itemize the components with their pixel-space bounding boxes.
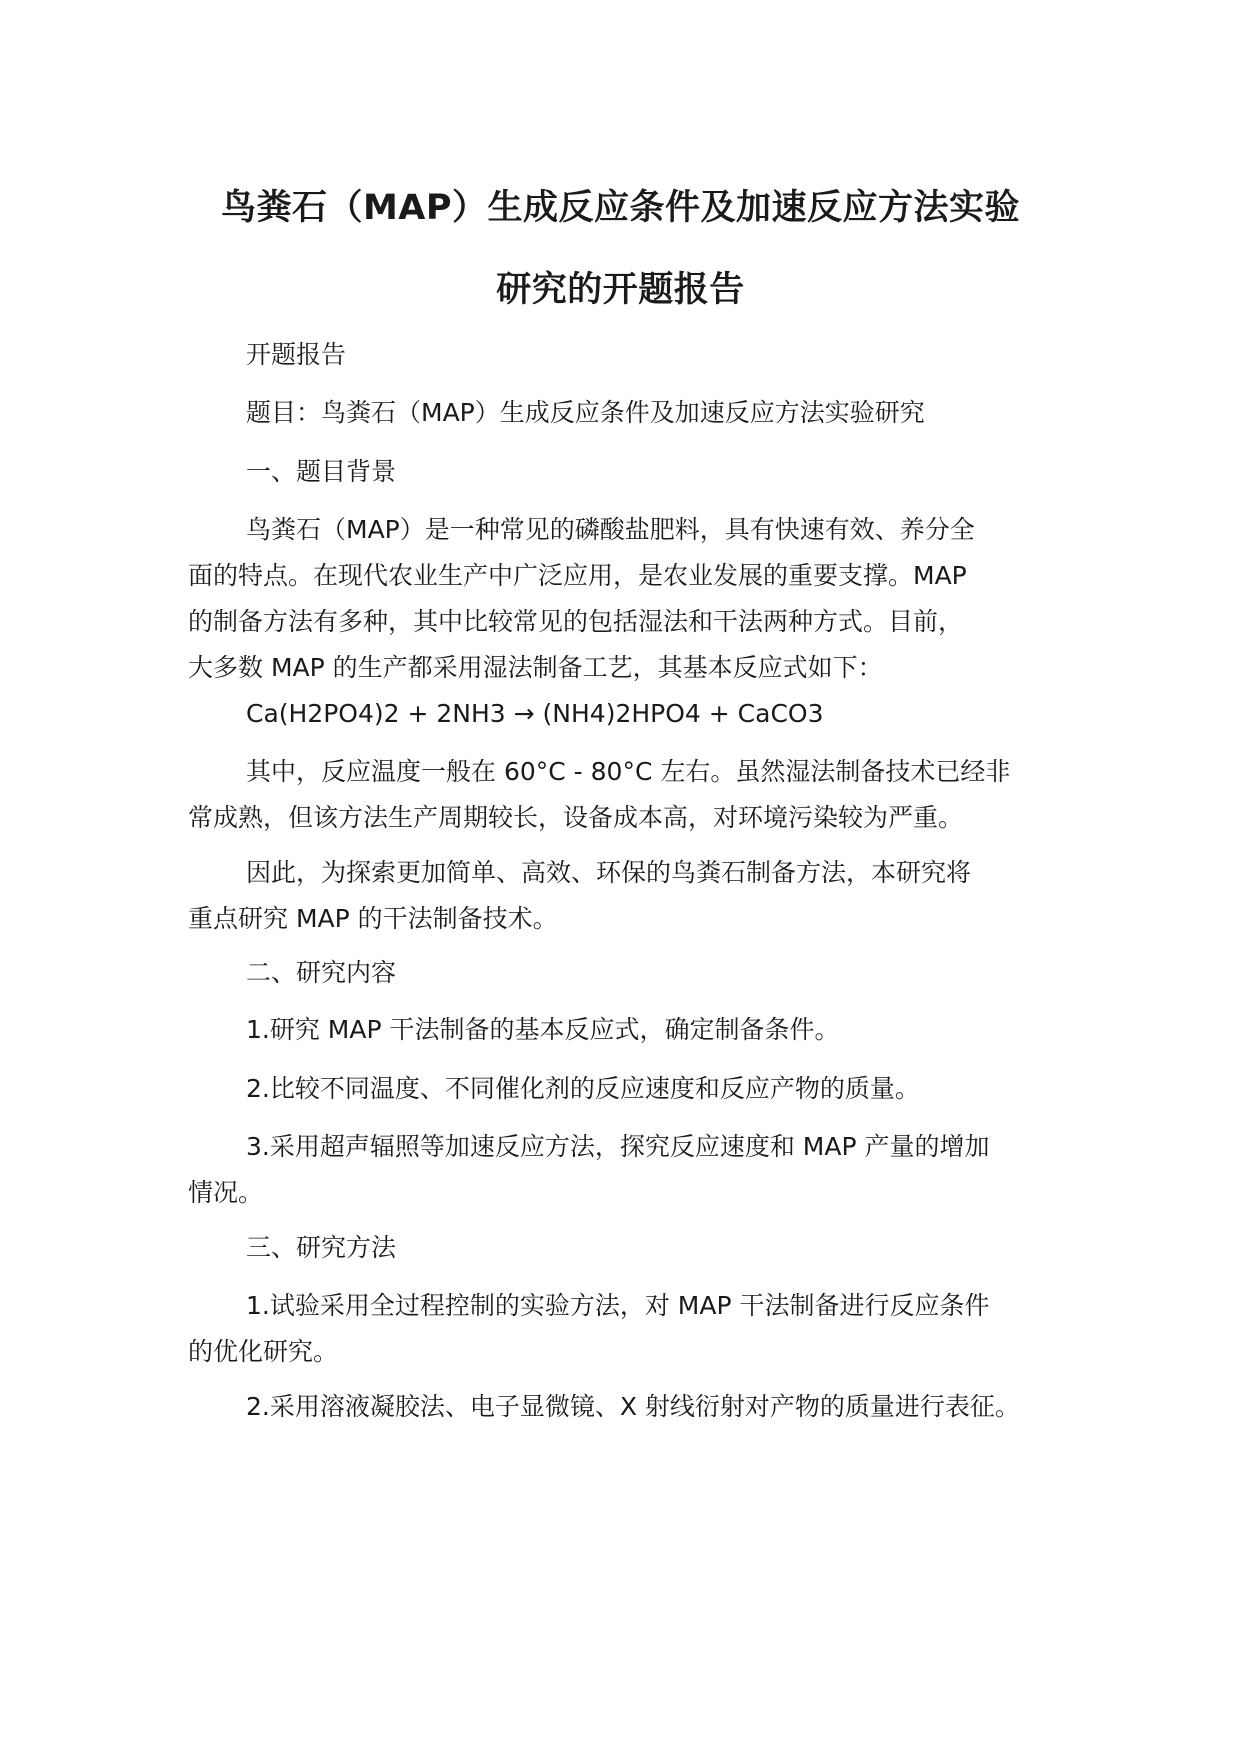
- content-item-2: [188, 1066, 1058, 1112]
- paragraph-line: 情况。: [188, 1178, 264, 1207]
- paragraph-line: 常成熟，但该方法生产周期较长，设备成本高，对环境污染较为严重。: [188, 803, 964, 832]
- paragraph-topic: [188, 390, 1058, 436]
- reaction-equation: [188, 691, 1058, 737]
- paragraph-line: 题目：鸟粪石（MAP）生成反应条件及加速反应方法实验研究: [246, 398, 925, 427]
- paragraph-line: 鸟粪石（MAP）是一种常见的磷酸盐肥料，具有快速有效、养分全: [246, 515, 975, 544]
- paragraph-purpose: [188, 850, 1058, 942]
- paragraph-line: 面的特点。在现代农业生产中广泛应用，是农业发展的重要支撑。MAP: [188, 561, 967, 590]
- paragraph-line: 重点研究 MAP 的干法制备技术。: [188, 904, 558, 933]
- paragraph-line: 2.采用溶液凝胶法、电子显微镜、X 射线衍射对产物的质量进行表征。: [246, 1392, 1020, 1421]
- paragraph-background-body: [188, 507, 1058, 691]
- section-heading-content: [188, 950, 1058, 996]
- paragraph-line: 因此，为探索更加简单、高效、环保的鸟粪石制备方法，本研究将: [246, 858, 972, 887]
- paragraph-line: 二、研究内容: [246, 958, 397, 987]
- content-item-1: [188, 1007, 1058, 1053]
- paragraph-temperature: [188, 749, 1058, 841]
- document-title-line-2: 研究的开题报告: [496, 270, 745, 310]
- paragraph-line: 其中，反应温度一般在 60°C - 80°C 左右。虽然湿法制备技术已经非: [246, 757, 1011, 786]
- paragraph-line: 的优化研究。: [188, 1337, 339, 1366]
- paragraph-line: 1.试验采用全过程控制的实验方法，对 MAP 干法制备进行反应条件: [246, 1291, 990, 1320]
- paragraph-line: 3.采用超声辐照等加速反应方法，探究反应速度和 MAP 产量的增加: [246, 1132, 990, 1161]
- paragraph-line: 一、题目背景: [246, 457, 397, 486]
- paragraph-line: 的制备方法有多种，其中比较常见的包括湿法和干法两种方式。目前，: [188, 607, 964, 636]
- paragraph-line: Ca(H2PO4)2 + 2NH3 → (NH4)2HPO4 + CaCO3: [246, 699, 824, 728]
- paragraph-line: 开题报告: [246, 340, 347, 369]
- paragraph-line: 1.研究 MAP 干法制备的基本反应式，确定制备条件。: [246, 1015, 840, 1044]
- section-heading-background: [188, 449, 1058, 495]
- method-item-2: [188, 1384, 1058, 1430]
- content-item-3: [188, 1124, 1058, 1216]
- paragraph-line: 2.比较不同温度、不同催化剂的反应速度和反应产物的质量。: [246, 1074, 920, 1103]
- document-title-line-1: 鸟粪石（MAP）生成反应条件及加速反应方法实验: [220, 188, 1021, 228]
- paragraph-line: 大多数 MAP 的生产都采用湿法制备工艺，其基本反应式如下：: [188, 653, 883, 682]
- paragraph-line: 三、研究方法: [246, 1233, 397, 1262]
- section-heading-methods: [188, 1225, 1058, 1271]
- paragraph-label-proposal: [188, 332, 1058, 378]
- method-item-1: [188, 1283, 1058, 1375]
